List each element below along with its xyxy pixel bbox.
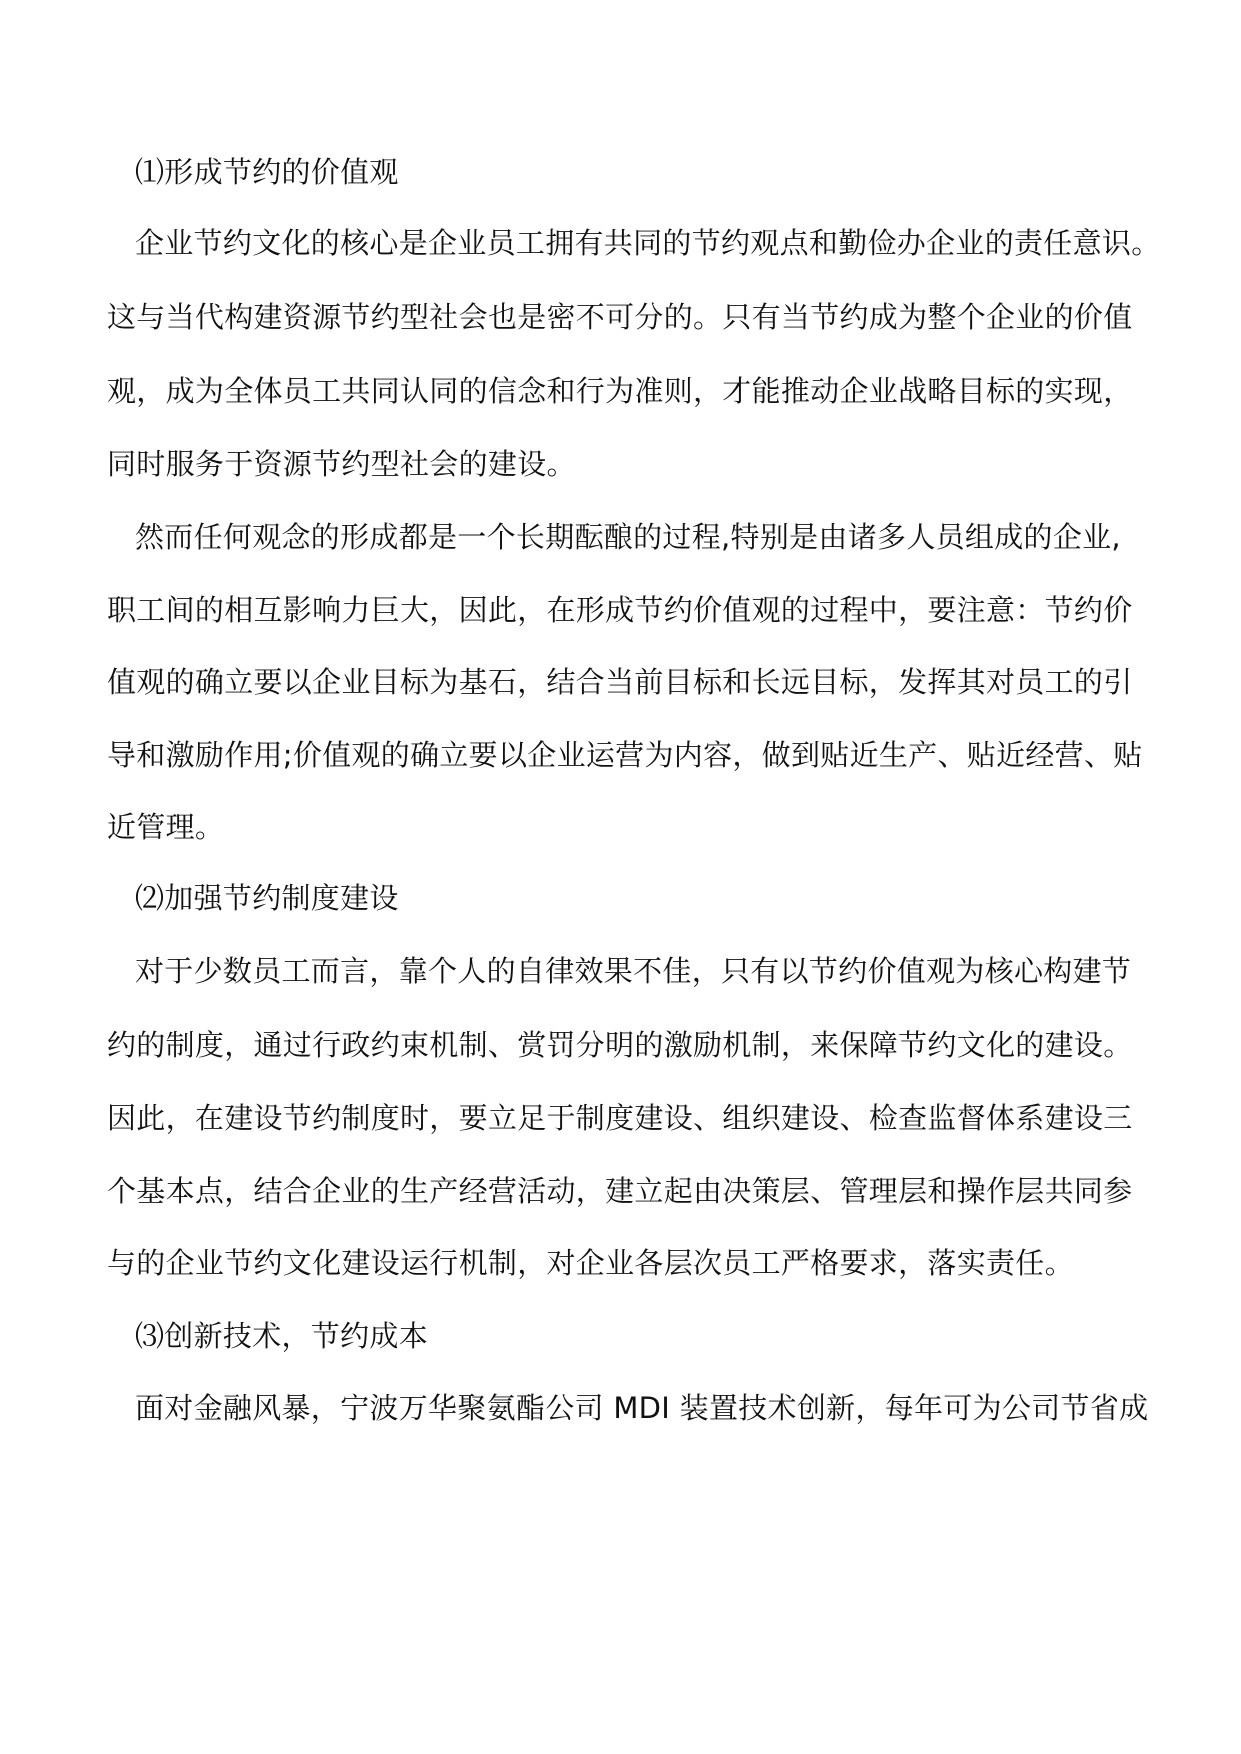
paragraph-line: 与的企业节约文化建设运行机制，对企业各层次员工严格要求，落实责任。 [107, 1246, 1074, 1280]
paragraph-line: 近管理。 [107, 810, 225, 844]
paragraph-line: 个基本点，结合企业的生产经营活动，建立起由决策层、管理层和操作层共同参 [107, 1174, 1133, 1208]
paragraph-line: 因此，在建设节约制度时，要立足于制度建设、组织建设、检查监督体系建设三 [107, 1101, 1133, 1135]
paragraph-line: 导和激励作用;价值观的确立要以企业运营为内容，做到贴近生产、贴近经营、贴 [107, 738, 1143, 772]
paragraph-line: 职工间的相互影响力巨大，因此，在形成节约价值观的过程中，要注意：节约价 [107, 593, 1133, 627]
paragraph-line: 对于少数员工而言，靠个人的自律效果不佳，只有以节约价值观为核心构建节 [135, 954, 1132, 988]
paragraph-line: 面对金融风暴，宁波万华聚氨酯公司 MDI 装置技术创新，每年可为公司节省成 [135, 1391, 1149, 1425]
paragraph-line: 观，成为全体员工共同认同的信念和行为准则，才能推动企业战略目标的实现， [107, 374, 1133, 408]
section-heading-3: ⑶创新技术，节约成本 [135, 1319, 429, 1353]
paragraph-line: 企业节约文化的核心是企业员工拥有共同的节约观点和勤俭办企业的责任意识。 [135, 226, 1161, 260]
paragraph-line: 然而任何观念的形成都是一个长期酝酿的过程,特别是由诸多人员组成的企业, [135, 520, 1121, 554]
section-heading-1: ⑴形成节约的价值观 [135, 155, 399, 189]
section-heading-2: ⑵加强节约制度建设 [135, 881, 399, 915]
paragraph-line: 这与当代构建资源节约型社会也是密不可分的。只有当节约成为整个企业的价值 [107, 300, 1133, 334]
paragraph-line: 约的制度，通过行政约束机制、赏罚分明的激励机制，来保障节约文化的建设。 [107, 1028, 1133, 1062]
paragraph-line: 同时服务于资源节约型社会的建设。 [107, 447, 576, 481]
paragraph-line: 值观的确立要以企业目标为基石，结合当前目标和长远目标，发挥其对员工的引 [107, 665, 1133, 699]
